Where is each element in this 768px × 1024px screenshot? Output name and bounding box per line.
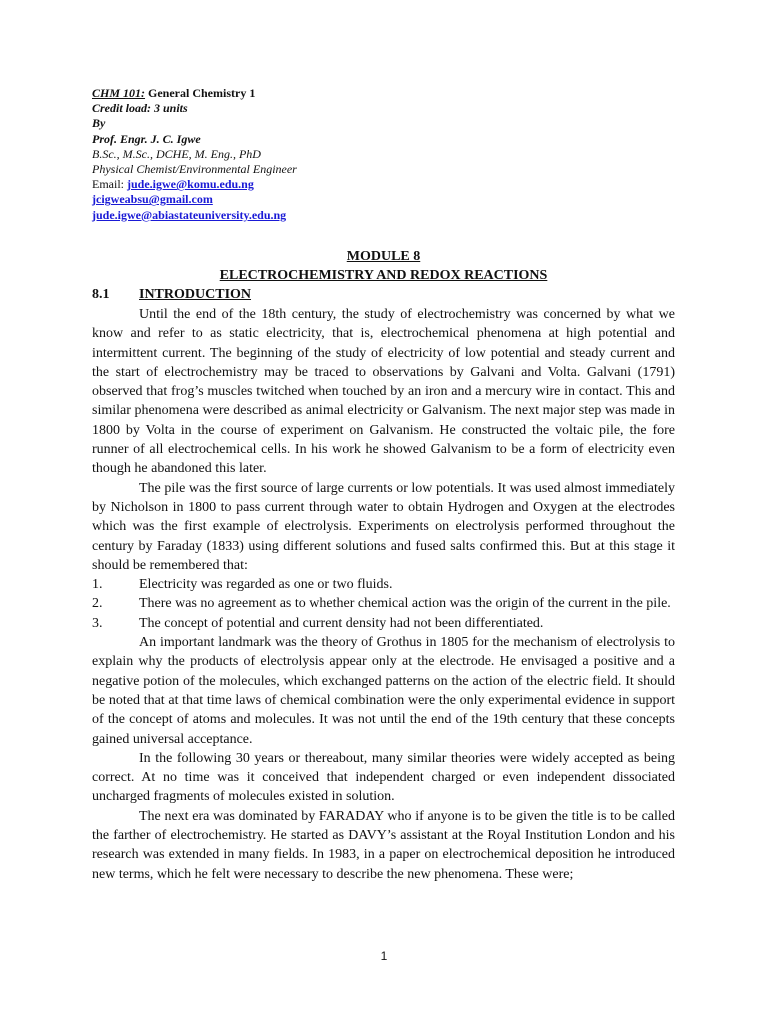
course-header <box>92 86 297 223</box>
course-code: CHM 101: <box>92 86 146 100</box>
author-role: Physical Chemist/Environmental Engineer <box>92 162 297 177</box>
email-link-gmail[interactable]: jcigweabsu@gmail.com <box>92 192 213 207</box>
list-item-text: The concept of potential and current density had not been differentiated. <box>139 615 544 631</box>
course-title: General Chemistry 1 <box>145 86 256 100</box>
paragraph: The pile was the first source of large currents or low potentials. It was used almost immediately by Nicholson in 1800 to pass current through water to obtain Hydrogen and Oxygen at the electrodes which was the first example of electrolysis. Experiments on electrolysis performed throughout the century by Faraday (1833) using different solutions and fused salts confirmed this. But at this stage it should be remembered that: <box>92 480 675 573</box>
module-title: ELECTROCHEMISTRY AND REDOX REACTIONS <box>219 268 548 283</box>
list-item-text: There was no agreement as to whether chemical action was the origin of the current in the pile. <box>139 596 671 612</box>
section-number: 8.1 <box>92 287 110 302</box>
section-heading <box>92 287 675 303</box>
email-link-komu[interactable]: jude.igwe@komu.edu.ng <box>127 177 254 192</box>
list-item <box>92 614 675 633</box>
list-item <box>92 575 675 594</box>
course-line <box>92 86 297 101</box>
body-text <box>92 305 675 884</box>
author-name: Prof. Engr. J. C. Igwe <box>92 131 201 146</box>
email-line <box>92 177 297 192</box>
author-degrees: B.Sc., M.Sc., DCHE, M. Eng., PhD <box>92 146 261 161</box>
list-item-number: 3. <box>92 615 103 631</box>
paragraph: Until the end of the 18th century, the study of electrochemistry was concerned by what we know and refer to as static electricity, that is, electrochemical phenomena at high potential and intermittent current. The beginning of the study of electricity of low potential and steady current and the start of electrochemistry may be traced to observations by Galvani and Volta. Galvani (1791) observed that frog’s muscles twitched when touched by an iron and a mercury wire in contact. This and similar phenomena were described as animal electricity or Galvanism. The next major step was made in 1800 by Volta in the course of experiment on Galvanism. He constructed the voltaic pile, the fore runner of all electrochemical cells. In his work he showed Galvanism to be a form of electricity even though he abandoned this later. <box>92 307 675 477</box>
credit-load: Credit load: 3 units <box>92 101 188 116</box>
paragraph: In the following 30 years or thereabout, many similar theories were widely accepted as being correct. At no time was it conceived that independent charged or even independent dissociated uncharged fragments of molecules existed in solution. <box>92 750 675 805</box>
list-item-number: 1. <box>92 577 103 593</box>
paragraph: An important landmark was the theory of Grothus in 1805 for the mechanism of electrolysis to explain why the products of electrolysis appear only at the electrode. He envisaged a positive and a negative potion of the molecules, which exchanged patterns on the action of the electric field. It should be noted that at that time laws of chemical combination were the only experimental evidence in support of the concept of atoms and molecules. It was not until the end of the 19th century that these concepts gained universal acceptance. <box>92 635 675 747</box>
page-number: 1 <box>380 949 388 963</box>
email-link-absu[interactable]: jude.igwe@abiastateuniversity.edu.ng <box>92 207 287 222</box>
section-title: INTRODUCTION <box>139 287 252 302</box>
list-item <box>92 594 675 613</box>
paragraph: The next era was dominated by FARADAY who if anyone is to be given the title is to be called the farther of electrochemistry. He started as DAVY’s assistant at the Royal Institution London and his research was extended in many fields. In 1983, in a paper on electrochemical deposition he introduced new terms, which he felt were necessary to describe the new phenomena. These were; <box>92 808 675 882</box>
module-number: MODULE 8 <box>346 249 421 264</box>
list-item-number: 2. <box>92 596 103 612</box>
list-item-text: Electricity was regarded as one or two fluids. <box>139 577 393 593</box>
numbered-list <box>92 575 675 633</box>
email-label: Email: <box>92 177 127 192</box>
by-label: By <box>92 116 106 131</box>
